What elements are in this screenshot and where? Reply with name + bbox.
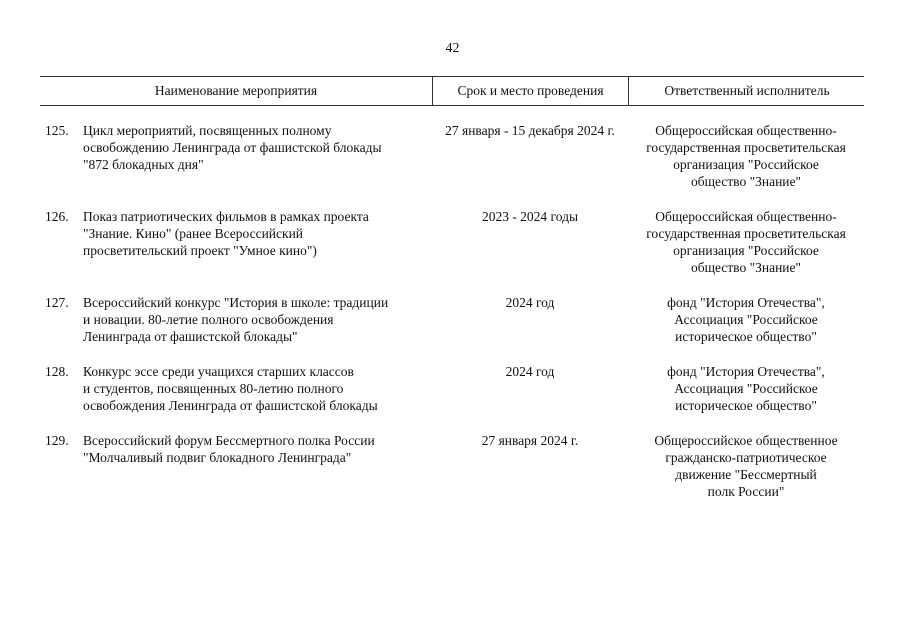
executor-line: государственная просветительская (646, 226, 846, 241)
event-name-line: "872 блокадных дня" (83, 157, 204, 172)
row-number: 128. (45, 364, 69, 379)
date-place: 27 января - 15 декабря 2024 г. (445, 123, 615, 138)
executor-line: общество "Знание" (690, 174, 802, 189)
executor-line: государственная просветительская (646, 140, 846, 155)
date-place: 2024 год (505, 295, 555, 310)
event-name-line: Ленинграда от фашистской блокады" (83, 329, 298, 344)
event-name-line: Показ патриотических фильмов в рамках проекта (83, 209, 369, 224)
event-name (83, 294, 428, 345)
executor-line: историческое общество" (675, 398, 817, 413)
date-place: 2024 год (505, 364, 555, 379)
header-date-place: Срок и место проведения (432, 77, 628, 105)
executor (628, 208, 864, 276)
event-name-line: Всероссийский конкурс "История в школе: традиции (83, 295, 389, 310)
row-number: 127. (45, 295, 69, 310)
executor-line: фонд "История Отечества", (667, 295, 825, 310)
executor-line: Общероссийская общественно- (655, 123, 837, 138)
event-name-line: Конкурс эссе среди учащихся старших классов (83, 364, 354, 379)
event-name-line: освобождения Ленинграда от фашистской блокады (83, 398, 378, 413)
event-name-line: Всероссийский форум Бессмертного полка России (83, 433, 375, 448)
event-name-line: Цикл мероприятий, посвященных полному (83, 123, 332, 138)
executor-line: Ассоциация "Российское (674, 312, 818, 327)
executor-line: Общероссийская общественно- (655, 209, 837, 224)
row-number: 129. (45, 433, 69, 448)
executor (628, 432, 864, 500)
executor (628, 363, 864, 414)
header-executor: Ответственный исполнитель (628, 77, 865, 105)
event-name-line: и студентов, посвященных 80-летию полного (83, 381, 344, 396)
event-name (83, 363, 428, 414)
page-number: 42 (445, 41, 460, 56)
executor-line: организация "Российское (673, 243, 819, 258)
event-name (83, 432, 428, 466)
event-name (83, 208, 428, 259)
date-place: 27 января 2024 г. (481, 433, 579, 448)
executor-line: историческое общество" (675, 329, 817, 344)
row-number: 125. (45, 123, 69, 138)
executor-line: организация "Российское (673, 157, 819, 172)
executor-line: фонд "История Отечества", (667, 364, 825, 379)
event-name-line: "Знание. Кино" (ранее Всероссийский (83, 226, 304, 241)
executor-line: движение "Бессмертный (675, 467, 817, 482)
event-name-line: "Молчаливый подвиг блокадного Ленинграда" (83, 450, 352, 465)
event-name (83, 122, 428, 173)
executor-line: гражданско-патриотическое (665, 450, 827, 465)
table-header (40, 76, 864, 106)
event-name-line: освобождению Ленинграда от фашистской блокады (83, 140, 382, 155)
event-name-line: просветительский проект "Умное кино") (83, 243, 317, 258)
row-number: 126. (45, 209, 69, 224)
executor-line: общество "Знание" (690, 260, 802, 275)
event-name-line: и новации. 80-летие полного освобождения (83, 312, 334, 327)
date-place: 2023 - 2024 годы (481, 209, 579, 224)
executor (628, 122, 864, 190)
executor-line: Ассоциация "Российское (674, 381, 818, 396)
header-event-name: Наименование мероприятия (154, 83, 318, 98)
executor-line: Общероссийское общественное (654, 433, 838, 448)
executor-line: полк России" (707, 484, 785, 499)
executor (628, 294, 864, 345)
